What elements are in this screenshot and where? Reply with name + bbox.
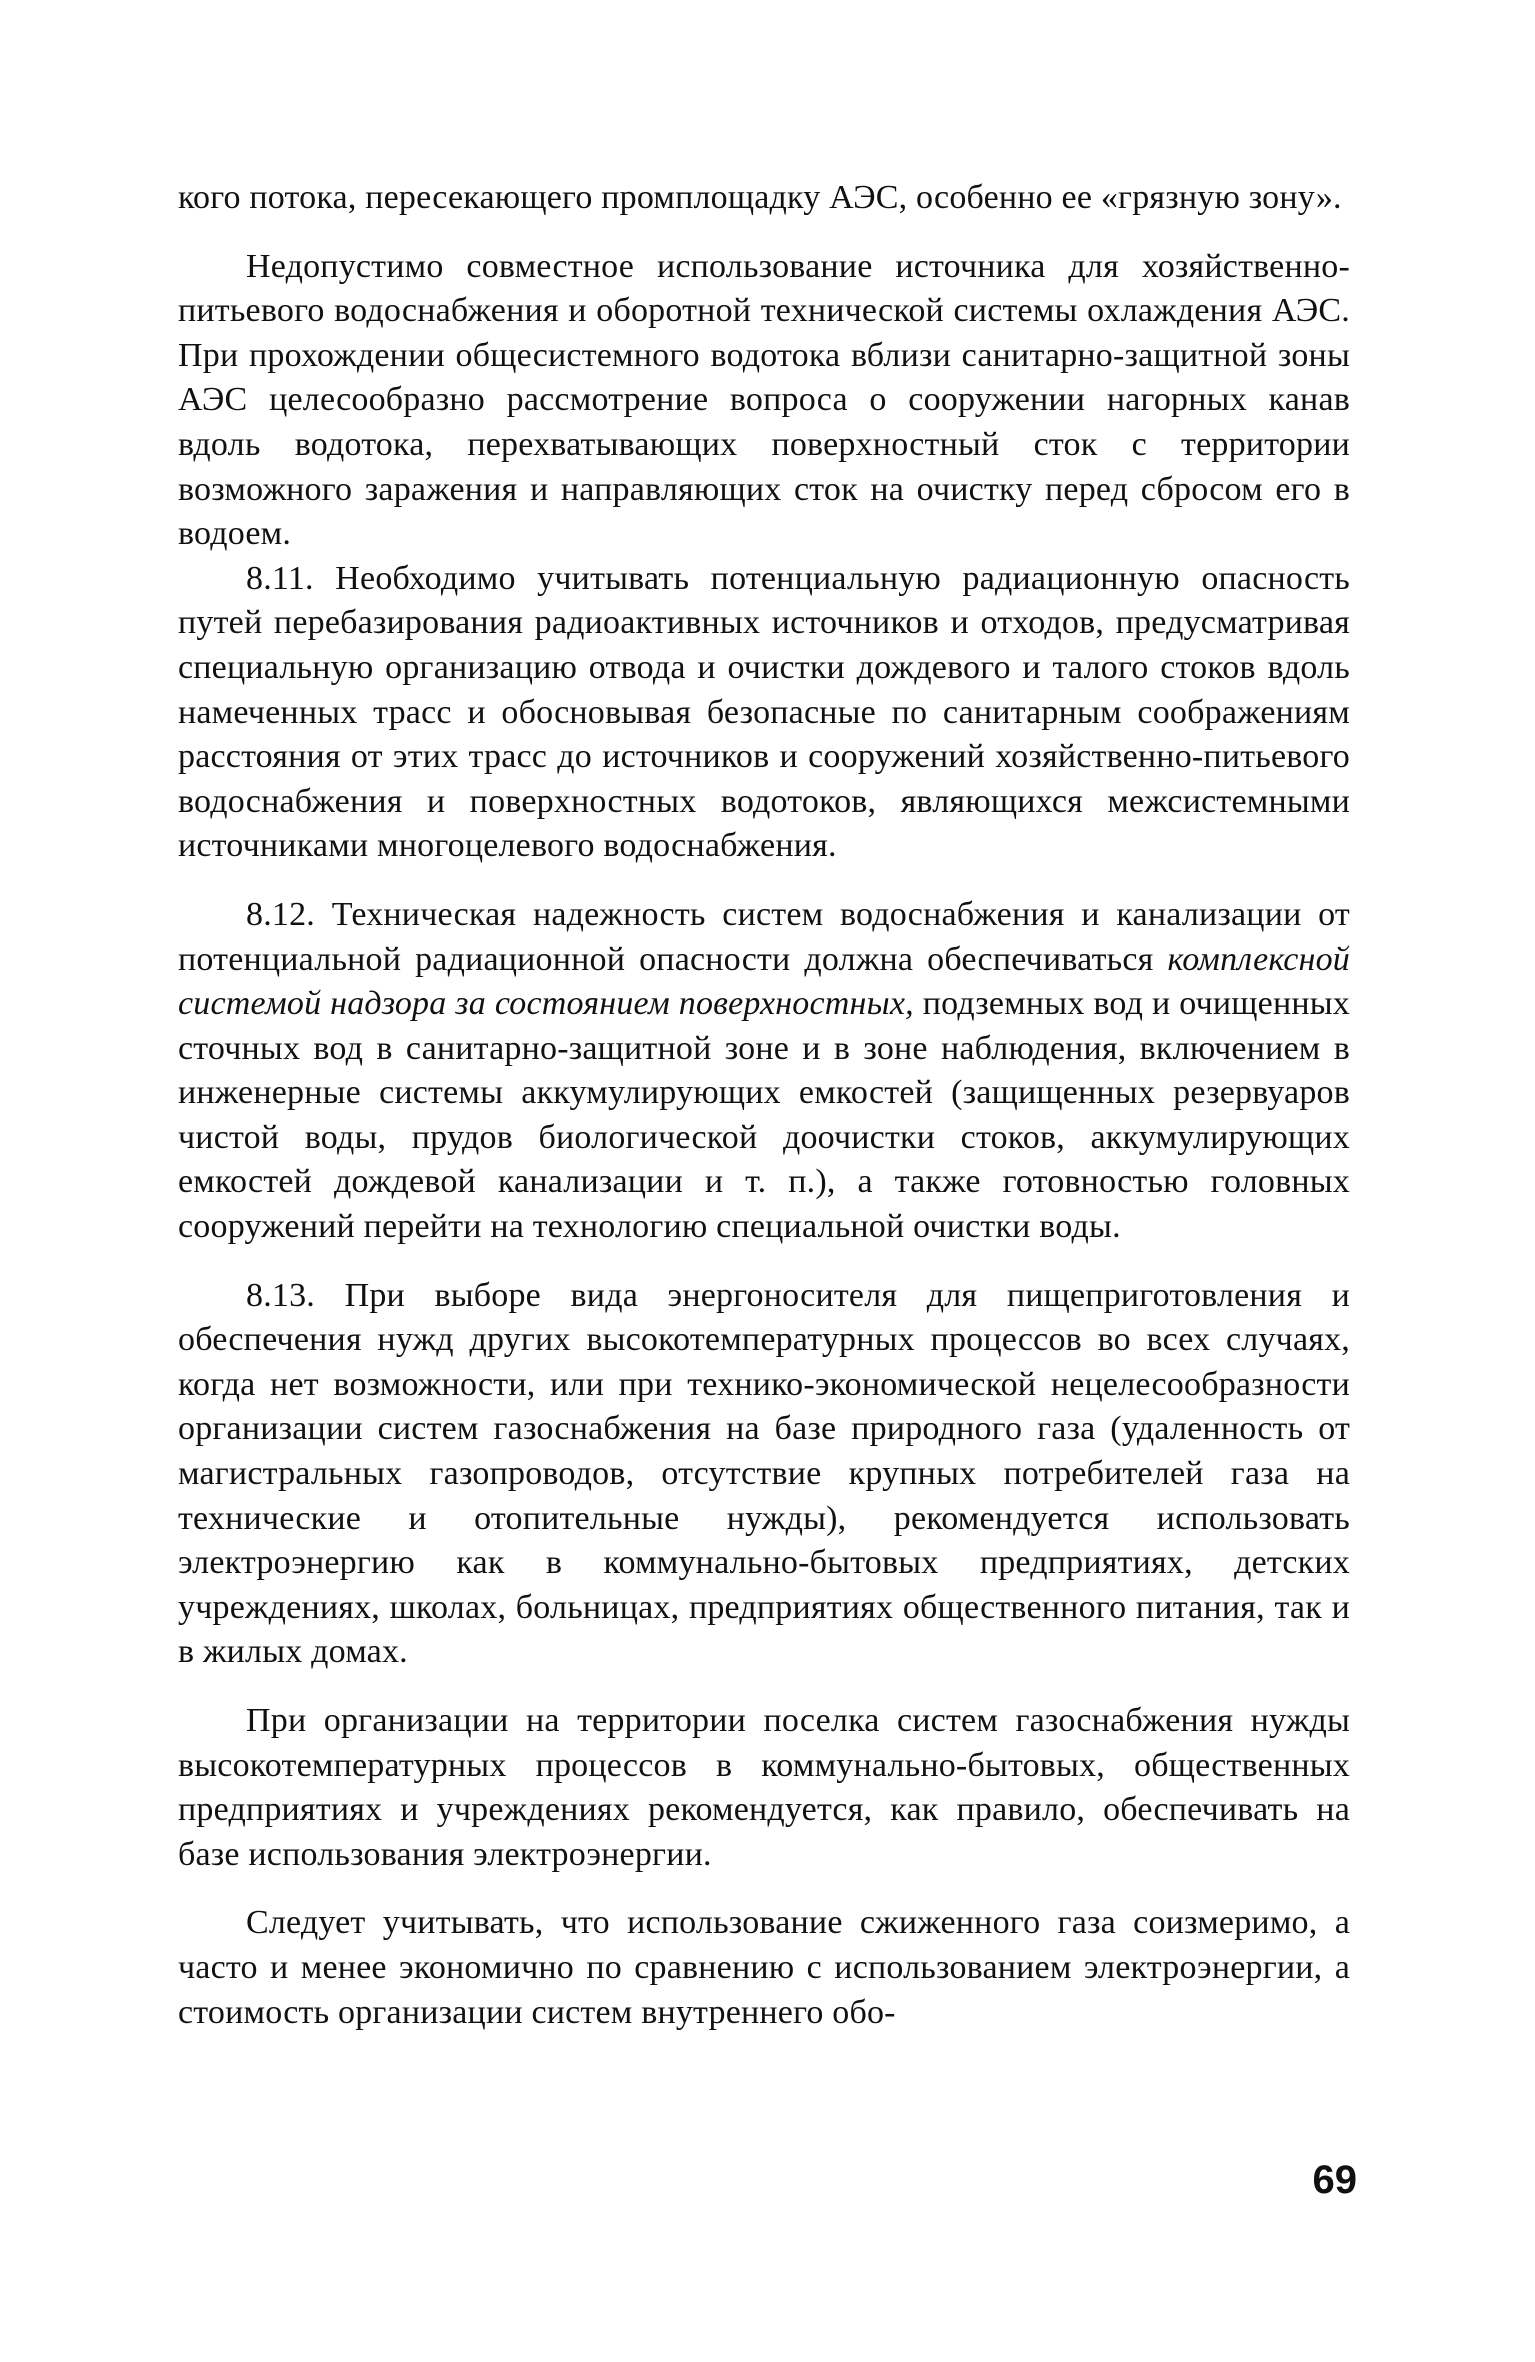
paragraph-text: Техническая надежность систем водоснабжения и канализации от потенциальной радиационной опасности должна обеспечиваться xyxy=(178,895,1350,978)
clause-number: 8.13. xyxy=(246,1276,315,1314)
paragraph-settlement xyxy=(178,1699,1350,1877)
paragraph-text: При выборе вида энергоносителя для пищеприготовления и обеспечения нужд других высокотемпературных процессов во всех случаях, когда нет возможности, или при технико-экономической нецелесообразности организации систем газоснабжения на базе природного газа (удаленность от магистральных газопроводов, отсутствие крупных потребителей газа на технические и отопительные нужды), рекомендуется использовать электроэнергию как в коммунально-бытовых предприятиях, детских учреждениях, школах, больницах, предприятиях общественного питания, так и в жилых домах. xyxy=(178,1276,1351,1671)
paragraph-8-12 xyxy=(178,893,1350,1250)
paragraph-text: Следует учитывать, что использование сжиженного газа соизмеримо, а часто и менее экономично по сравнению с использованием электроэнергии, а стоимость организации систем внутреннего обо- xyxy=(178,1904,1350,2031)
paragraph-text: подземных вод и очищенных сточных вод в санитарно-защитной зоне и в зоне наблюдения, включением в инженерные системы аккумулирующих емкостей (защищенных резервуаров чистой воды, прудов биологической доочистки стоков, аккумулирующих емкостей дождевой канализации и т. п.), а также готовностью головных сооружений перейти на технологию специальной очистки воды. xyxy=(178,985,1351,1246)
clause-number: 8.12. xyxy=(246,895,315,933)
paragraph-8-11 xyxy=(178,557,1350,869)
clause-number: 8.11. xyxy=(246,559,314,597)
paragraph-text: Необходимо учитывать потенциальную радиационную опасность путей перебазирования радиоактивных источников и отходов, предусматривая специальную организацию отвода и очистки дождевого и талого стоков вдоль намеченных трасс и обосновывая безопасные по санитарным соображениям расстояния от этих трасс до источников и сооружений хозяйственно-питьевого водоснабжения и поверхностных водотоков, являющихся межсистемными источниками многоцелевого водоснабжения. xyxy=(178,559,1351,865)
paragraph-8-13 xyxy=(178,1274,1350,1675)
paragraph-text: кого потока, пересекающего промплощадку АЭС, особенно ее «грязную зону». xyxy=(178,179,1342,216)
paragraph-shared-use xyxy=(178,245,1350,557)
paragraph-text: При организации на территории поселка систем газоснабжения нужды высокотемпературных процессов в коммунально-бытовых, общественных предприятиях и учреждениях рекомендуется, как правило, обеспечивать на базе использования электроэнергии. xyxy=(178,1702,1350,1873)
paragraph-text: Недопустимо совместное использование источника для хозяйственно-питьевого водоснабжения и оборотной технической системы охлаждения АЭС. При прохождении общесистемного водотока вблизи санитарно-защитной зоны АЭС целесообразно рассмотрение вопроса о сооружении нагорных канав вдоль водотока, перехватывающих поверхностный сток с территории возможного заражения и направляющих сток на очистку перед сбросом его в водоем. xyxy=(178,247,1350,553)
paragraph-italic-text: комплексной системой надзора за состоянием поверхностных, xyxy=(178,940,1350,1023)
paragraph-continuation xyxy=(178,176,1350,221)
page-number: 69 xyxy=(1312,2158,1357,2202)
body-text xyxy=(178,176,1350,2035)
paragraph-liquefied-gas xyxy=(178,1901,1350,2035)
